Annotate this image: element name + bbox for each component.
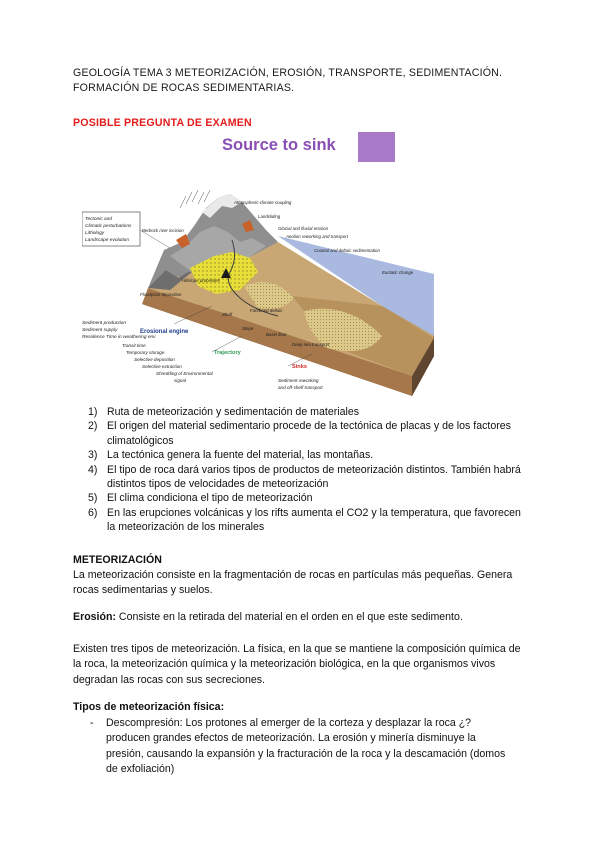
list-item-text: El clima condiciona el tipo de meteorización	[107, 492, 313, 505]
list-item	[73, 448, 523, 462]
list-item-text: En las erupciones volcánicas y los rifts aumenta el CO2 y la temperatura, que favorecen la meteorización de los minerales	[107, 506, 521, 534]
list-item-text: El origen del material sedimentario procede de la tectónica de placas y de los factores climatológicos	[107, 420, 511, 447]
label-bedrock: Bedrock river incision	[142, 228, 184, 233]
list-item-number: 3)	[88, 449, 98, 462]
label-transit-5: Shredding of Environmental	[156, 371, 213, 376]
exam-question-label: POSIBLE PREGUNTA DE EXAMEN	[73, 117, 252, 129]
label-sink-1: Sediment reworking	[278, 378, 319, 383]
list-item-number: 1)	[88, 406, 98, 418]
header-line-1: GEOLOGÍA TEMA 3 METEORIZACIÓN, EROSIÓN, TRANSPORTE, SEDIMENTACIÓN.	[73, 67, 503, 79]
label-slope: Slope	[242, 326, 254, 331]
label-sinks: Sinks	[292, 364, 307, 370]
paragraph-types: Existen tres tipos de meteorización. La física, en la que se mantiene la composición química de la roca, la meteorización química y la meteorización biológica, en la que organismos vivos degradan las rocas con sus secreciones.	[73, 643, 521, 686]
label-floodplain: Floodplain deposition	[140, 292, 182, 297]
source-to-sink-title: Source to sink	[222, 136, 336, 154]
left-box-text-1: Tectonic and	[85, 217, 113, 222]
purple-swatch	[358, 132, 395, 162]
label-hillslope: Hillslope processes	[182, 278, 220, 283]
label-coastal: Coastal and deltaic sedimentation	[314, 248, 380, 253]
left-box-text-4: Landscape evolution	[85, 238, 130, 243]
label-sediment-production: Sediment production	[82, 321, 126, 326]
label-residence-time: Residence Time in weathering env	[82, 335, 156, 340]
list-item-number: 4)	[88, 463, 98, 476]
bullet-mark: -	[90, 717, 94, 729]
label-sink-2: and off-shelf transport	[278, 385, 323, 390]
list-item-number: 5)	[88, 492, 98, 505]
list-item-text: Ruta de meteorización y sedimentación de materiales	[107, 406, 360, 418]
list-item-number: 2)	[88, 420, 98, 433]
list-item	[73, 419, 523, 448]
label-transit-6: signal	[174, 378, 187, 383]
label-transport: Aeolian reworking and transport	[286, 234, 348, 239]
list-item-text: La tectónica genera la fuente del material, las montañas.	[107, 449, 374, 462]
paragraph-erosion	[73, 610, 528, 625]
list-item-number: 6)	[88, 506, 98, 519]
label-landsliding: Landsliding	[258, 214, 281, 219]
label-fan: Fan/braid deltaic	[250, 308, 283, 313]
label-atmospheric: Atmospheric-climate coupling	[234, 200, 292, 205]
list-item	[73, 506, 523, 535]
label-erosional-engine: Erosional engine	[140, 329, 189, 335]
bullet-descompresion	[73, 716, 513, 777]
header-line-2: FORMACIÓN DE ROCAS SEDIMENTARIAS.	[73, 82, 295, 94]
list-item	[73, 405, 523, 419]
list-item-text: El tipo de roca dará varios tipos de productos de meteorización distintos. También habrá distintos tipos de velocidades de meteorización	[107, 463, 521, 491]
label-glacial: Glacial and fluvial erosion	[278, 226, 329, 231]
label-transit-1: Transit time	[122, 343, 146, 348]
document-header	[73, 66, 543, 96]
bullet-text: Descompresión: Los protones al emerger de la corteza y desplazar la roca ¿? producen grandes efectos de meteorización. La erosión y minería disminuye la presión, causando la expansión y la fracturación de la roca y la descamación (domos de exfoliación)	[106, 717, 506, 775]
label-sediment-supply: Sediment supply	[82, 328, 118, 333]
erosion-label: Erosión:	[73, 611, 116, 623]
label-basin-floor: Basin floor	[266, 332, 287, 337]
label-shelf: Shelf	[222, 312, 233, 317]
label-trajectory: Trajectory	[214, 350, 241, 356]
label-transit-3: Selective deposition	[134, 357, 175, 362]
list-item	[73, 463, 523, 492]
left-box-text-2: Climatic perturbations	[85, 224, 132, 229]
list-item	[73, 491, 523, 505]
section-heading-meteorizacion: METEORIZACIÓN	[73, 554, 162, 566]
label-transit-2: Temporary storage	[126, 350, 165, 355]
paragraph-definition: La meteorización consiste en la fragmentación de rocas en partículas más pequeñas. Genera rocas sedimentarias y suelos.	[73, 569, 513, 597]
label-deep-sea: Deep sea transport	[292, 342, 330, 347]
heading-fisica: Tipos de meteorización física:	[73, 701, 225, 713]
label-transit-4: Selective extraction	[142, 364, 182, 369]
erosion-text: Consiste en la retirada del material en el orden en el que este sedimento.	[115, 611, 463, 623]
numbered-list	[73, 405, 523, 535]
source-to-sink-diagram	[82, 186, 446, 399]
rain-lines	[180, 190, 210, 208]
label-eustatic: Eustatic change	[382, 270, 414, 275]
left-box-text-3: Lithology	[85, 231, 105, 236]
